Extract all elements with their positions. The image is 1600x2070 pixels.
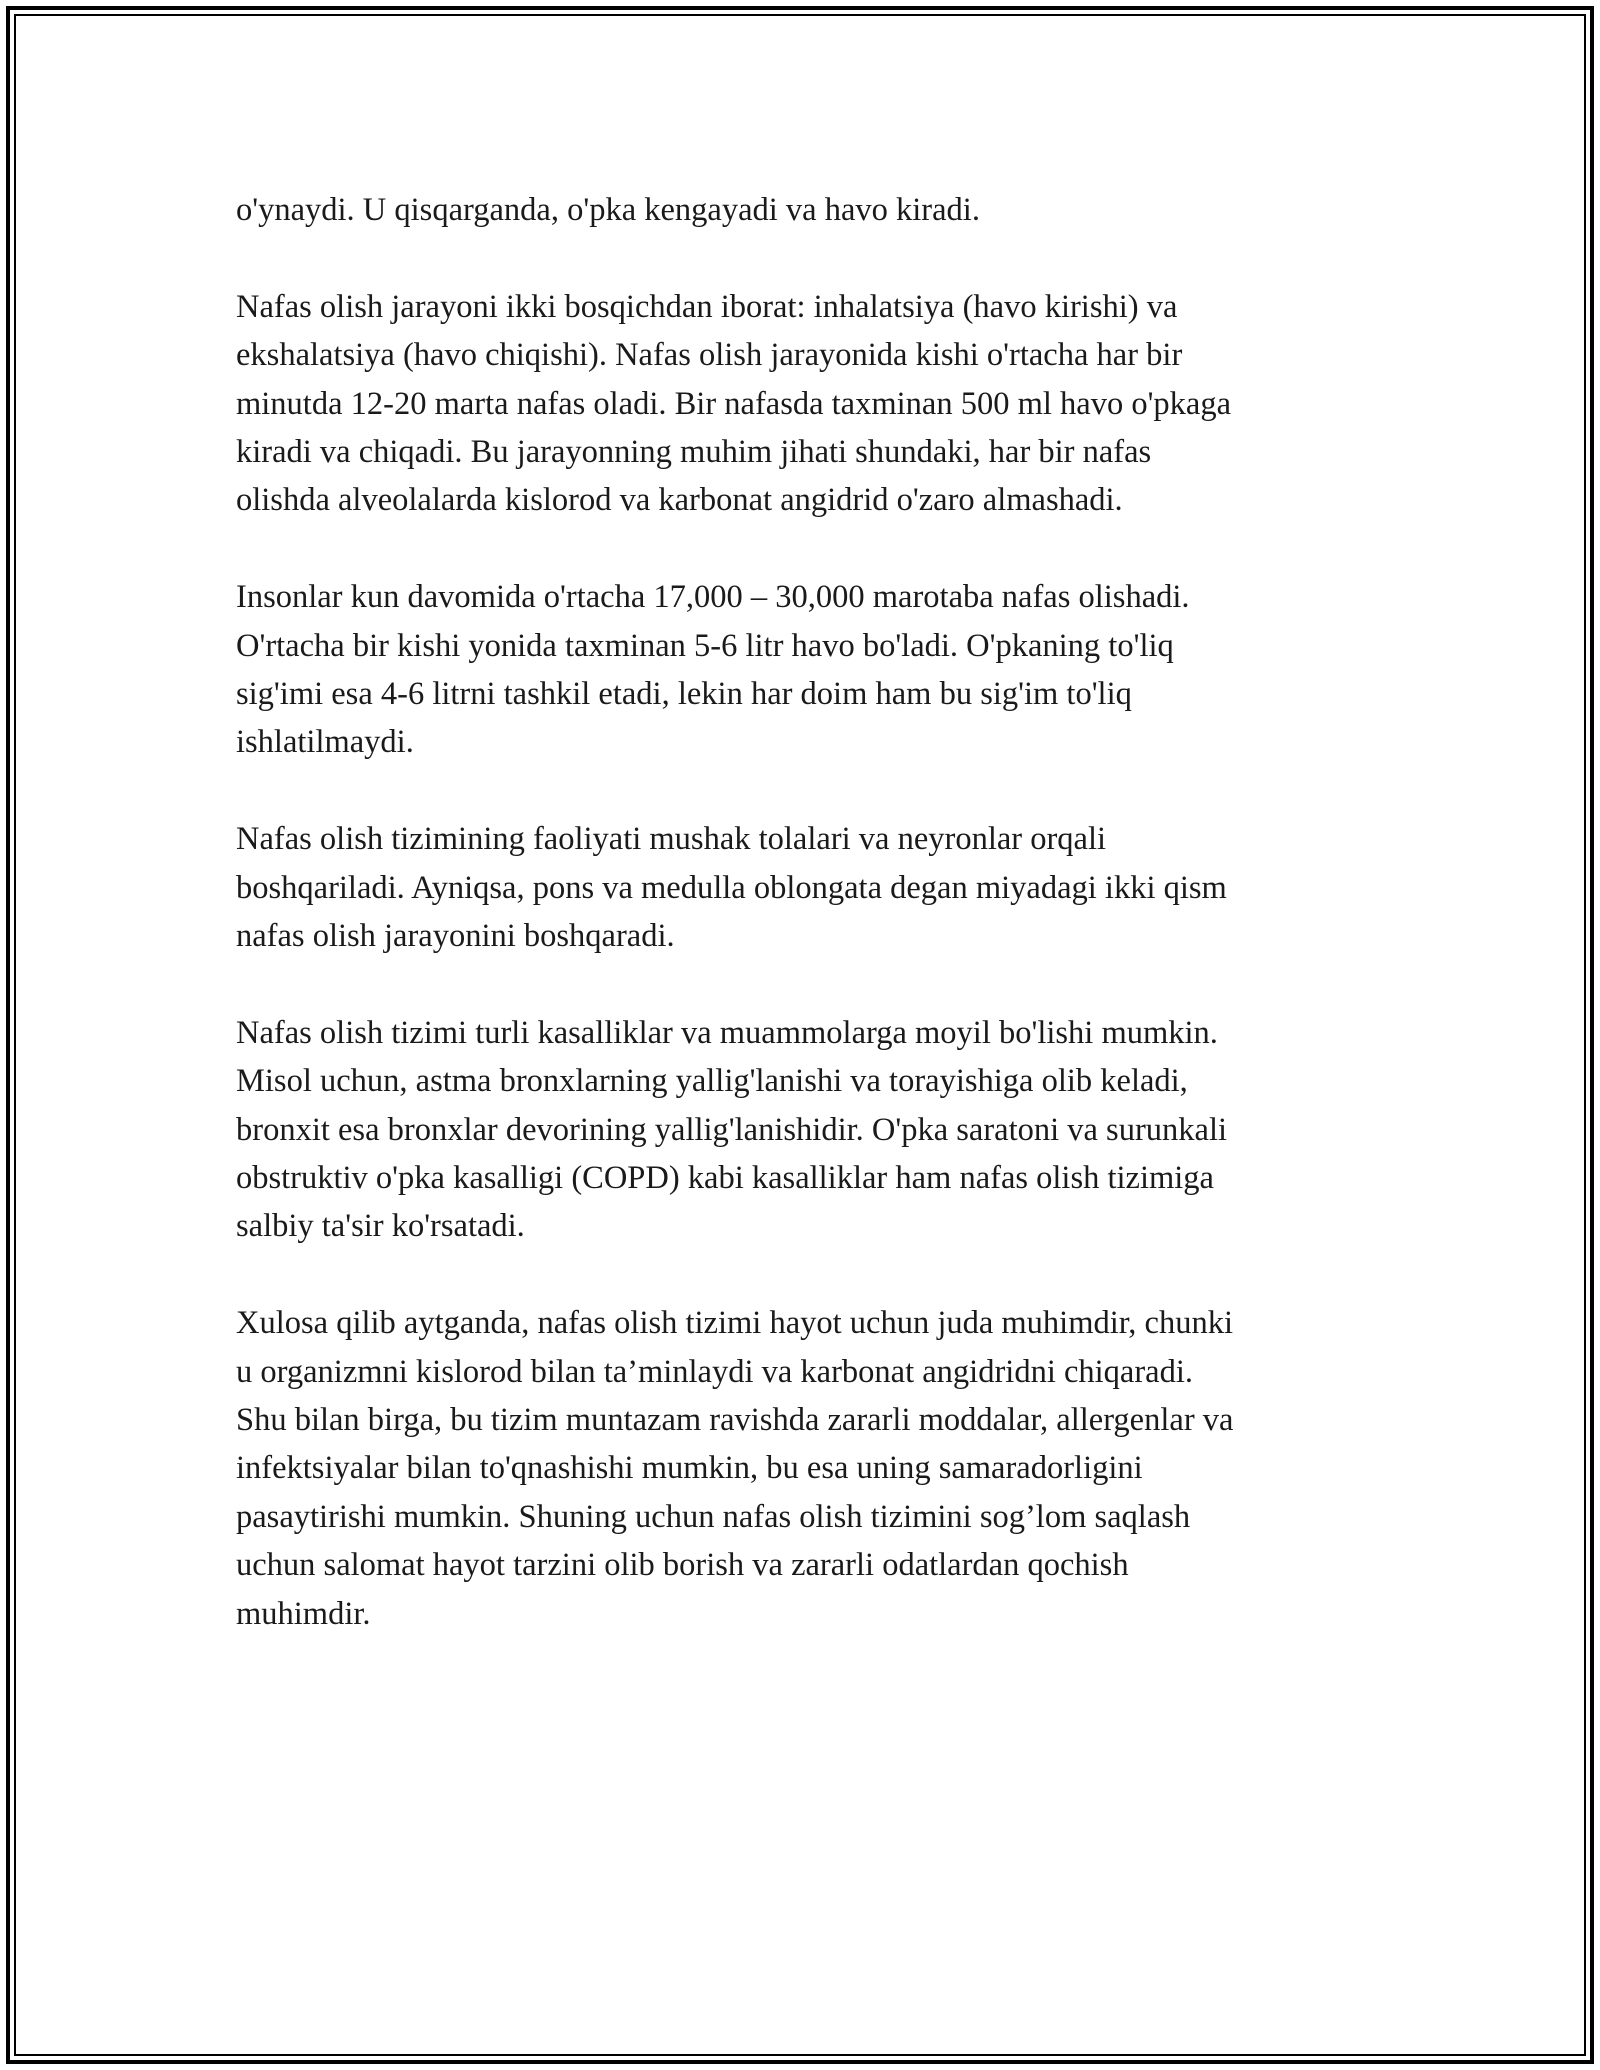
paragraph-1: o'ynaydi. U qisqarganda, o'pka kengayadi va havo kiradi. — [236, 192, 980, 228]
paragraph-6: Xulosa qilib aytganda, nafas olish tizimi hayot uchun juda muhimdir, chunki u organizmni kislorod bilan ta’minlaydi va karbonat angidridni chiqaradi. Shu bilan birga, bu tizim muntazam ravishda zararli moddalar, allergenlar va infektsiyalar bilan to'qnashishi mumkin, bu esa uning samaradorligini pasaytirishi mumkin. Shuning uchun nafas olish tizimini sog’lom saqlash uchun salomat hayot tarzini olib borish va zararli odatlardan qochish muhimdir. — [236, 1305, 1234, 1632]
paragraph-5: Nafas olish tizimi turli kasalliklar va muammolarga moyil bo'lishi mumkin. Misol uchun, astma bronxlarning yallig'lanishi va torayishiga olib keladi, bronxit esa bronxlar devorining yallig'lanishidir. O'pka saratoni va surunkali obstruktiv o'pka kasalligi (COPD) kabi kasalliklar ham nafas olish tizimiga salbiy ta'sir ko'rsatadi. — [236, 1014, 1228, 1245]
paragraph-4: Nafas olish tizimining faoliyati mushak tolalari va neyronlar orqali boshqariladi. Ayniqsa, pons va medulla oblongata degan miyadagi ikki qism nafas olish jarayonini boshqaradi. — [236, 821, 1227, 955]
document-body — [236, 186, 1376, 1687]
paragraph-2: Nafas olish jarayoni ikki bosqichdan iborat: inhalatsiya (havo kirishi) va ekshalatsiya (havo chiqishi). Nafas olish jarayonida kishi o'rtacha har bir minutda 12-20 marta nafas oladi. Bir nafasda taxminan 500 ml havo o'pkaga kiradi va chiqadi. Bu jarayonning muhim jihati shundaki, har bir nafas olishda alveolalarda kislorod va karbonat angidrid o'zaro almashadi. — [236, 288, 1232, 519]
paragraph-3: Insonlar kun davomida o'rtacha 17,000 – 30,000 marotaba nafas olishadi. O'rtacha bir kishi yonida taxminan 5-6 litr havo bo'ladi. O'pkaning to'liq sig'imi esa 4-6 litrni tashkil etadi, lekin har doim ham bu sig'im to'liq ishlatilmaydi. — [236, 579, 1190, 761]
